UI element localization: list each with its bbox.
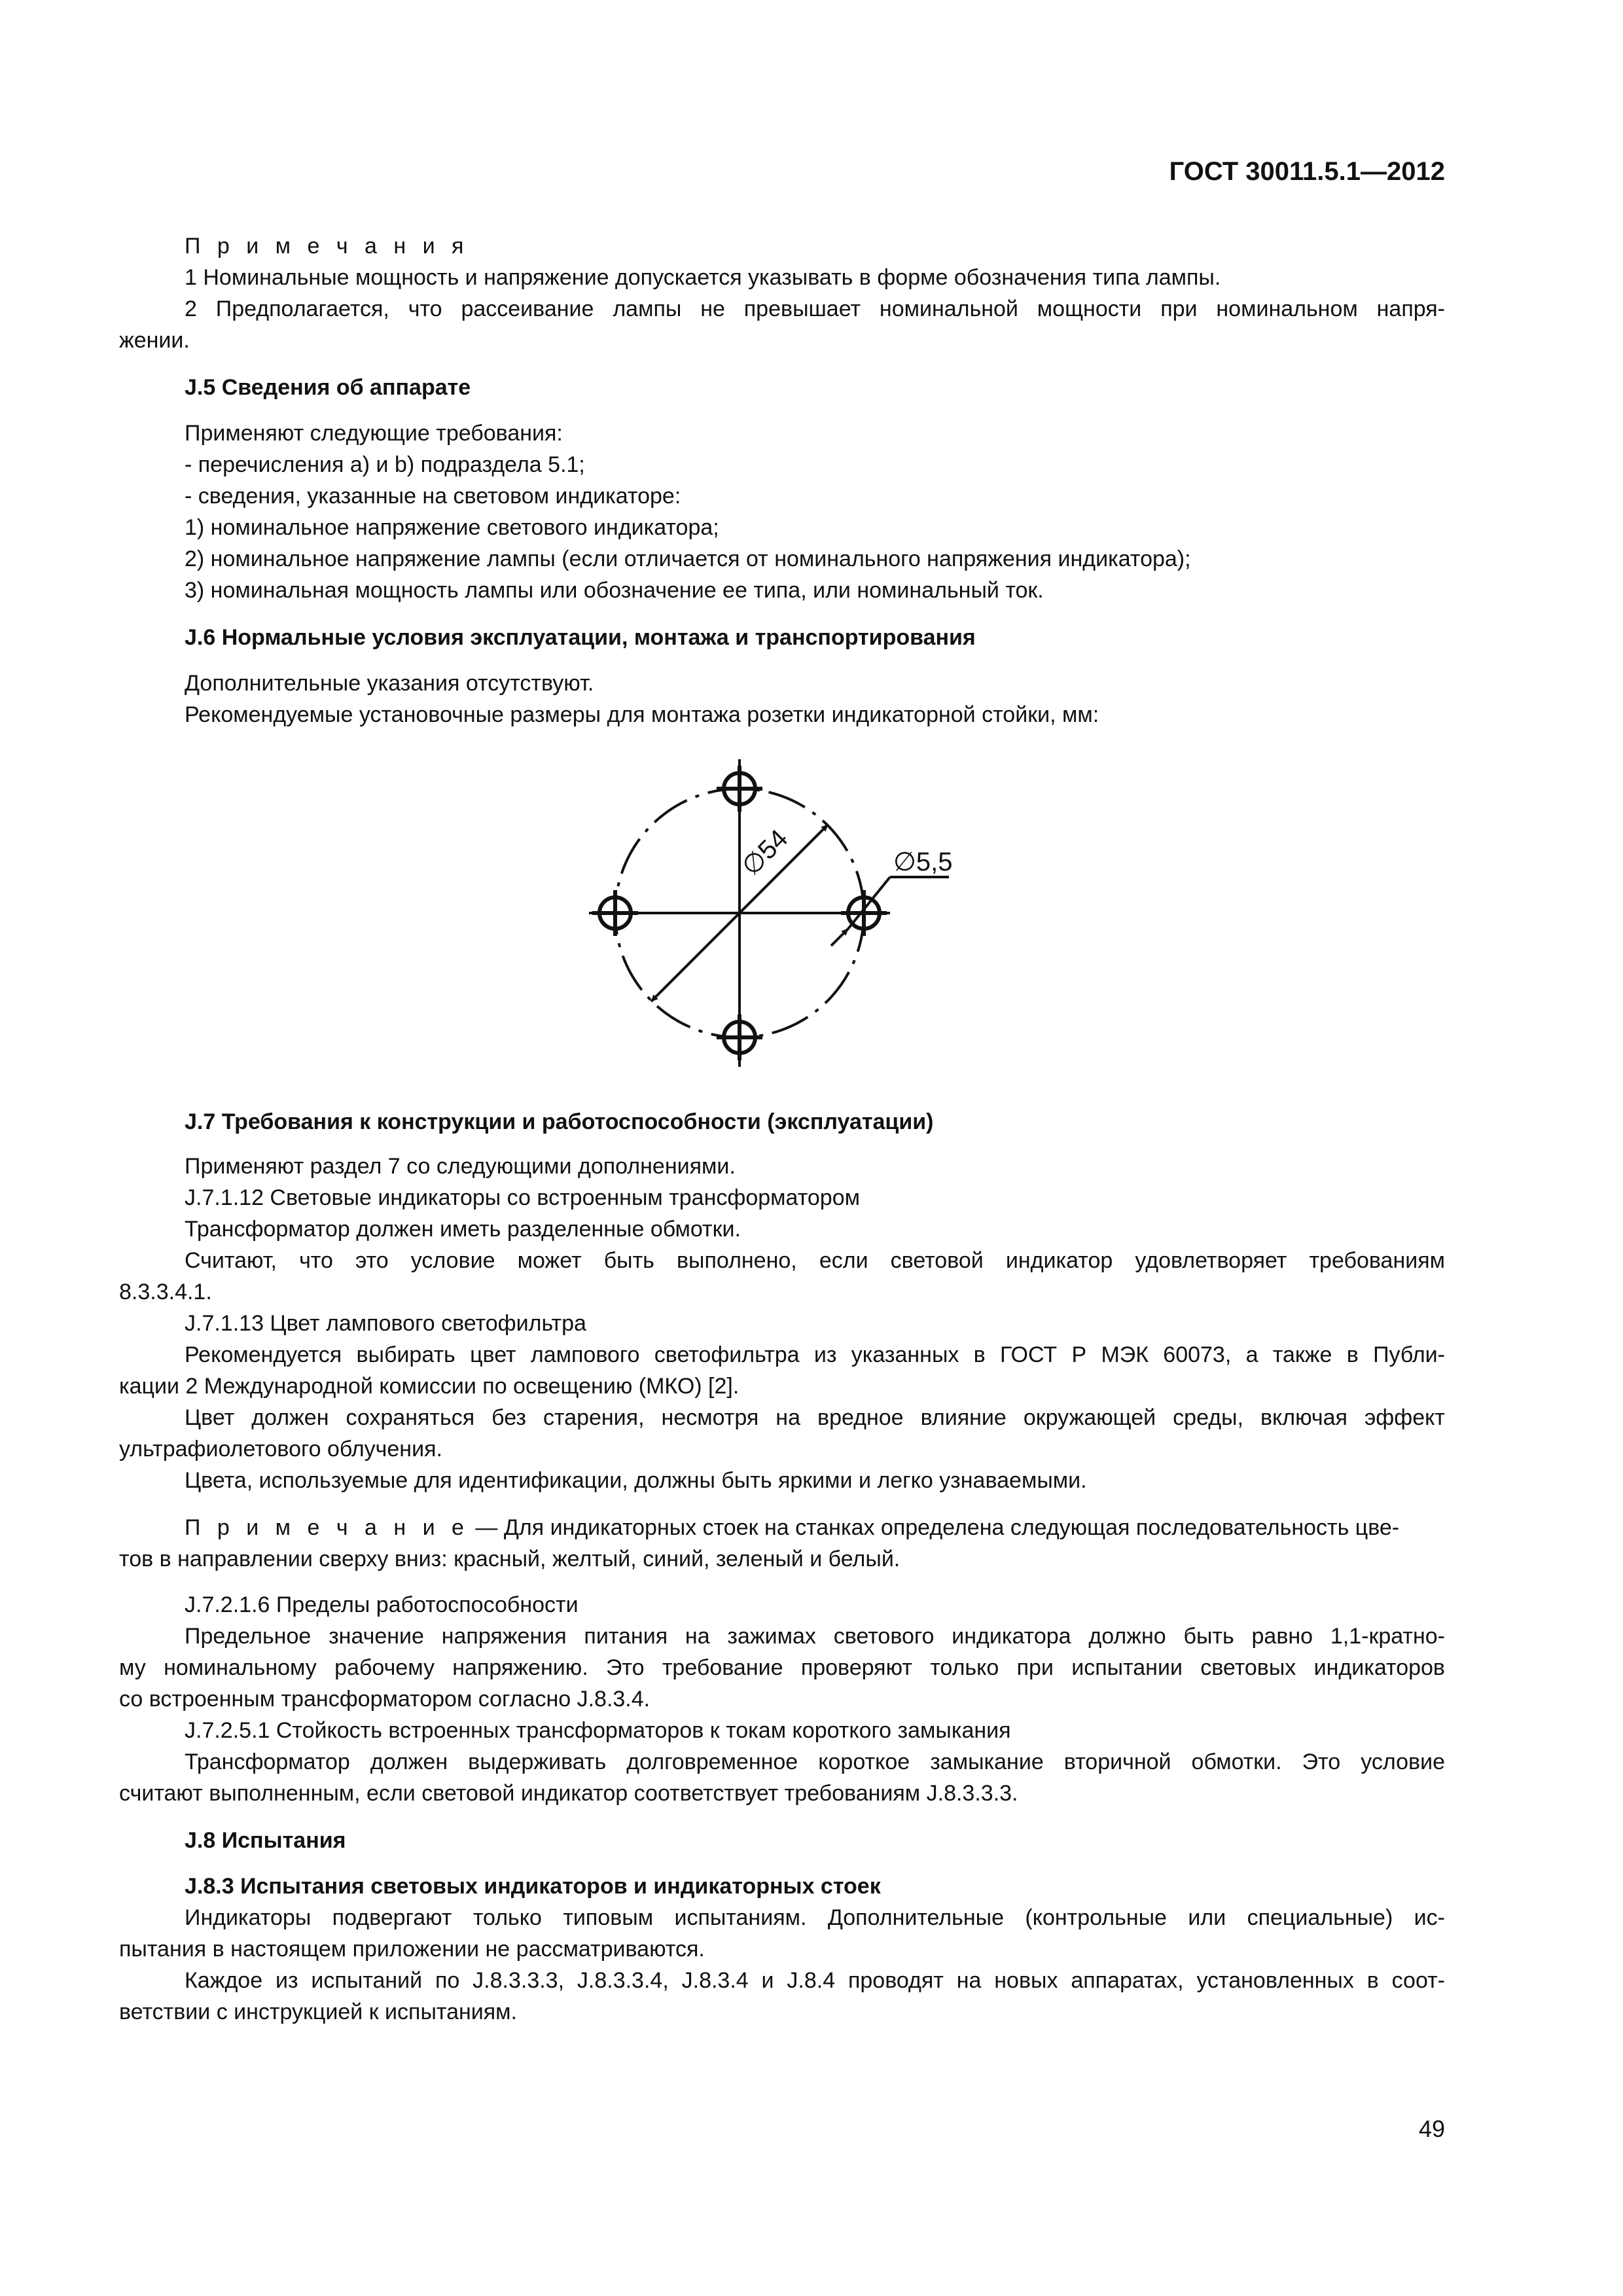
j7-p12-line-1: Трансформатор должен выдерживать долговременное короткое замыкание вторичной обмотки. Это условие — [185, 1749, 1445, 1774]
j7-note-label: П р и м е ч а н и е — [185, 1515, 469, 1540]
j7-p1: Применяют раздел 7 со следующими дополнениями. — [185, 1154, 736, 1179]
j7-p7-line-2: ультрафиолетового облучения. — [119, 1437, 442, 1462]
mounting-dimensions-figure — [563, 746, 995, 1073]
j7-p4-line-1: Считают, что это условие может быть выполнено, если световой индикатор удовлетворяет требованиям — [185, 1248, 1445, 1273]
j6-line-2: Рекомендуемые установочные размеры для монтажа розетки индикаторной стойки, мм: — [185, 702, 1099, 727]
j5-line-5: 3) номинальная мощность лампы или обозначение ее типа, или номинальный ток. — [185, 578, 1044, 603]
hole-top — [717, 766, 762, 812]
j7-p10-line-2: му номинальному рабочему напряжению. Это требование проверяют только при испытании световых индикаторов — [119, 1655, 1445, 1680]
note-2-line-2: жении. — [119, 328, 190, 353]
section-j8-3-heading: J.8.3 Испытания световых индикаторов и индикаторных стоек — [185, 1874, 881, 1899]
j7-p9: J.7.2.1.6 Пределы работоспособности — [185, 1592, 579, 1617]
j8-p1-line-1: Индикаторы подвергают только типовым испытаниям. Дополнительные (контрольные или специальные) ис- — [185, 1905, 1445, 1930]
j7-p10-line-1: Предельное значение напряжения питания на зажимах светового индикатора должно быть равно 1,1-кратно- — [185, 1624, 1445, 1649]
j7-p8: Цвета, используемые для идентификации, должны быть яркими и легко узнаваемыми. — [185, 1468, 1087, 1493]
j7-p7-line-1: Цвет должен сохраняться без старения, несмотря на вредное влияние окружающей среды, включая эффект — [185, 1405, 1445, 1430]
j7-p12-line-2: считают выполненным, если световой индикатор соответствует требованиям J.8.3.3.3. — [119, 1781, 1018, 1806]
notes-title: П р и м е ч а н и я — [185, 234, 469, 259]
section-j7-heading: J.7 Требования к конструкции и работоспособности (эксплуатации) — [185, 1109, 934, 1134]
document-header: ГОСТ 30011.5.1—2012 — [1169, 157, 1445, 186]
j7-note-text: — Для индикаторных стоек на станках определена следующая последовательность цве- — [469, 1515, 1400, 1540]
section-j6-heading: J.6 Нормальные условия эксплуатации, монтажа и транспортирования — [185, 625, 976, 650]
j5-line-2: - сведения, указанные на световом индикаторе: — [185, 484, 681, 509]
j5-line-3: 1) номинальное напряжение светового индикатора; — [185, 515, 719, 540]
section-j8-heading: J.8 Испытания — [185, 1828, 346, 1853]
j8-p2-line-2: ветствии с инструкцией к испытаниям. — [119, 2000, 517, 2024]
j7-p10-line-3: со встроенным трансформатором согласно J.8.3.4. — [119, 1687, 651, 1712]
j7-p5: J.7.1.13 Цвет лампового светофильтра — [185, 1311, 586, 1336]
page-number: 49 — [1418, 2115, 1445, 2142]
j7-note-line-2: тов в направлении сверху вниз: красный, желтый, синий, зеленый и белый. — [119, 1547, 901, 1571]
j8-p2-line-1: Каждое из испытаний по J.8.3.3.3, J.8.3.3.4, J.8.3.4 и J.8.4 проводят на новых аппаратах, установленных в соот- — [185, 1968, 1445, 1993]
hole-dim-arrow — [831, 929, 848, 946]
j7-p6-line-2: кации 2 Международной комиссии по освещению (МКО) [2]. — [119, 1374, 740, 1399]
note-2-line-1: 2 Предполагается, что рассеивание лампы не превышает номинальной мощности при номинальном напря- — [185, 296, 1445, 321]
j7-p11: J.7.2.5.1 Стойкость встроенных трансформаторов к токам короткого замыкания — [185, 1718, 1011, 1743]
j7-p2: J.7.1.12 Световые индикаторы со встроенным трансформатором — [185, 1185, 860, 1210]
hole-bottom — [717, 1014, 762, 1060]
j8-p1-line-2: пытания в настоящем приложении не рассматриваются. — [119, 1937, 705, 1962]
j7-p4-line-2: 8.3.3.4.1. — [119, 1280, 212, 1304]
j7-p3: Трансформатор должен иметь разделенные обмотки. — [185, 1217, 741, 1242]
note-1: 1 Номинальные мощность и напряжение допускается указывать в форме обозначения типа лампы. — [185, 265, 1221, 290]
j7-note-line-1 — [185, 1512, 1445, 1543]
j5-line-4: 2) номинальное напряжение лампы (если отличается от номинального напряжения индикатора); — [185, 547, 1191, 571]
diameter-label: ∅54 — [736, 824, 794, 882]
j5-line-0: Применяют следующие требования: — [185, 421, 563, 446]
hole-left — [592, 890, 638, 936]
hole-diameter-label: ∅5,5 — [893, 848, 953, 876]
j7-p6-line-1: Рекомендуется выбирать цвет лампового светофильтра из указанных в ГОСТ Р МЭК 60073, а также в Публи- — [185, 1342, 1445, 1367]
section-j5-heading: J.5 Сведения об аппарате — [185, 375, 471, 400]
j5-line-1: - перечисления a) и b) подраздела 5.1; — [185, 452, 585, 477]
j6-line-1: Дополнительные указания отсутствуют. — [185, 671, 594, 696]
